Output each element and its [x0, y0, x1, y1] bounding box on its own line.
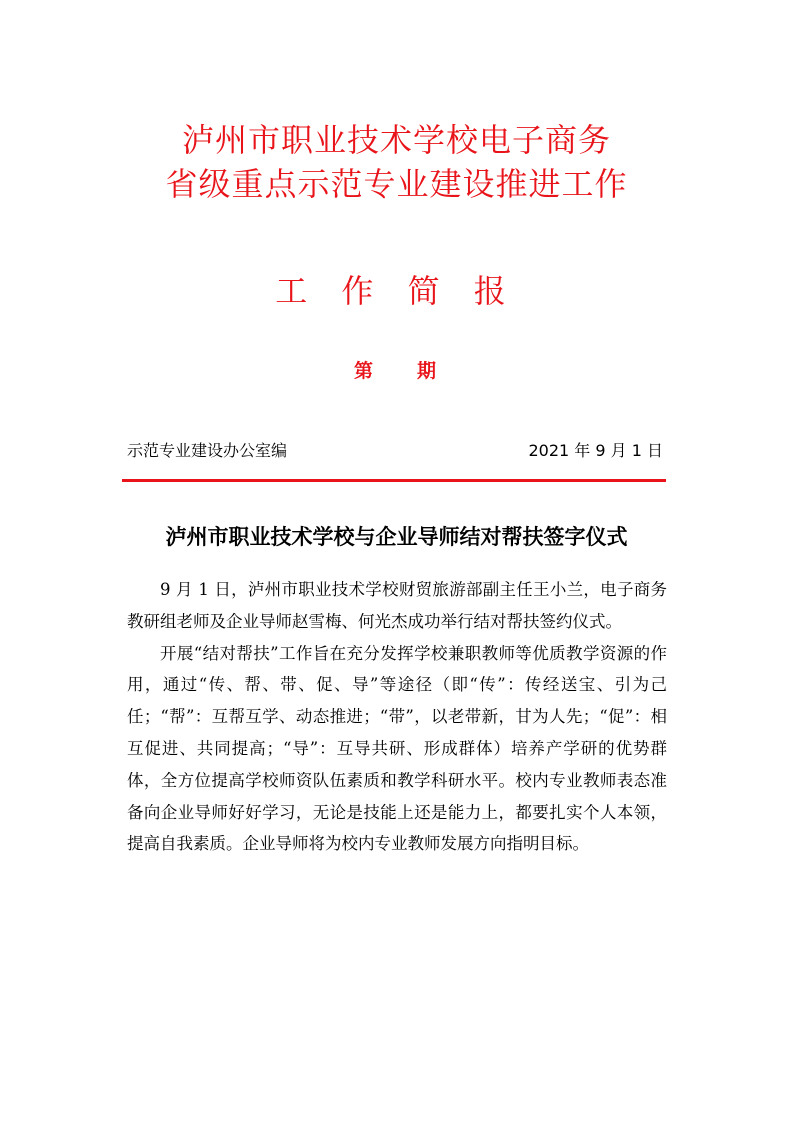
paragraph-2: 开展“结对帮扶”工作旨在充分发挥学校兼职教师等优质教学资源的作用，通过“传、帮、带、促、导”等途径（即“传”：传经送宝、引为己任；“帮”：互帮互学、动态推进；“带”，以老带新，甘为人先；“促”：相互促进、共同提高；“导”：互导共研、形成群体）培养产学研的优势群体，全方位提高学校师资队伍素质和教学科研水平。校内专业教师表态准备向企业导师好好学习，无论是技能上还是能力上，都要扎实个人本领，提高自我素质。企业导师将为校内专业教师发展方向指明目标。 — [127, 643, 667, 854]
title-line-2: 省级重点示范专业建设推进工作 — [165, 165, 628, 203]
meta-row — [127, 438, 663, 462]
paragraph-1: 9 月 1 日，泸州市职业技术学校财贸旅游部副主任王小兰，电子商务教研组老师及企业导师赵雪梅、何光杰成功举行结对帮扶签约仪式。 — [127, 580, 667, 631]
issue-number — [0, 356, 793, 386]
red-divider — [122, 479, 666, 482]
issue-suffix: 期 — [417, 360, 437, 382]
document-title — [0, 118, 793, 206]
title-line-1: 泸州市职业技术学校电子商务 — [181, 121, 611, 159]
issue-prefix: 第 — [354, 360, 374, 382]
article-body — [127, 574, 667, 860]
issue-date: 2021 年 9 月 1 日 — [528, 441, 663, 460]
article-title: 泸州市职业技术学校与企业导师结对帮扶签字仪式 — [165, 525, 628, 549]
editor-label: 示范专业建设办公室编 — [127, 441, 288, 460]
bulletin-heading: 工 作 简 报 — [275, 272, 518, 310]
